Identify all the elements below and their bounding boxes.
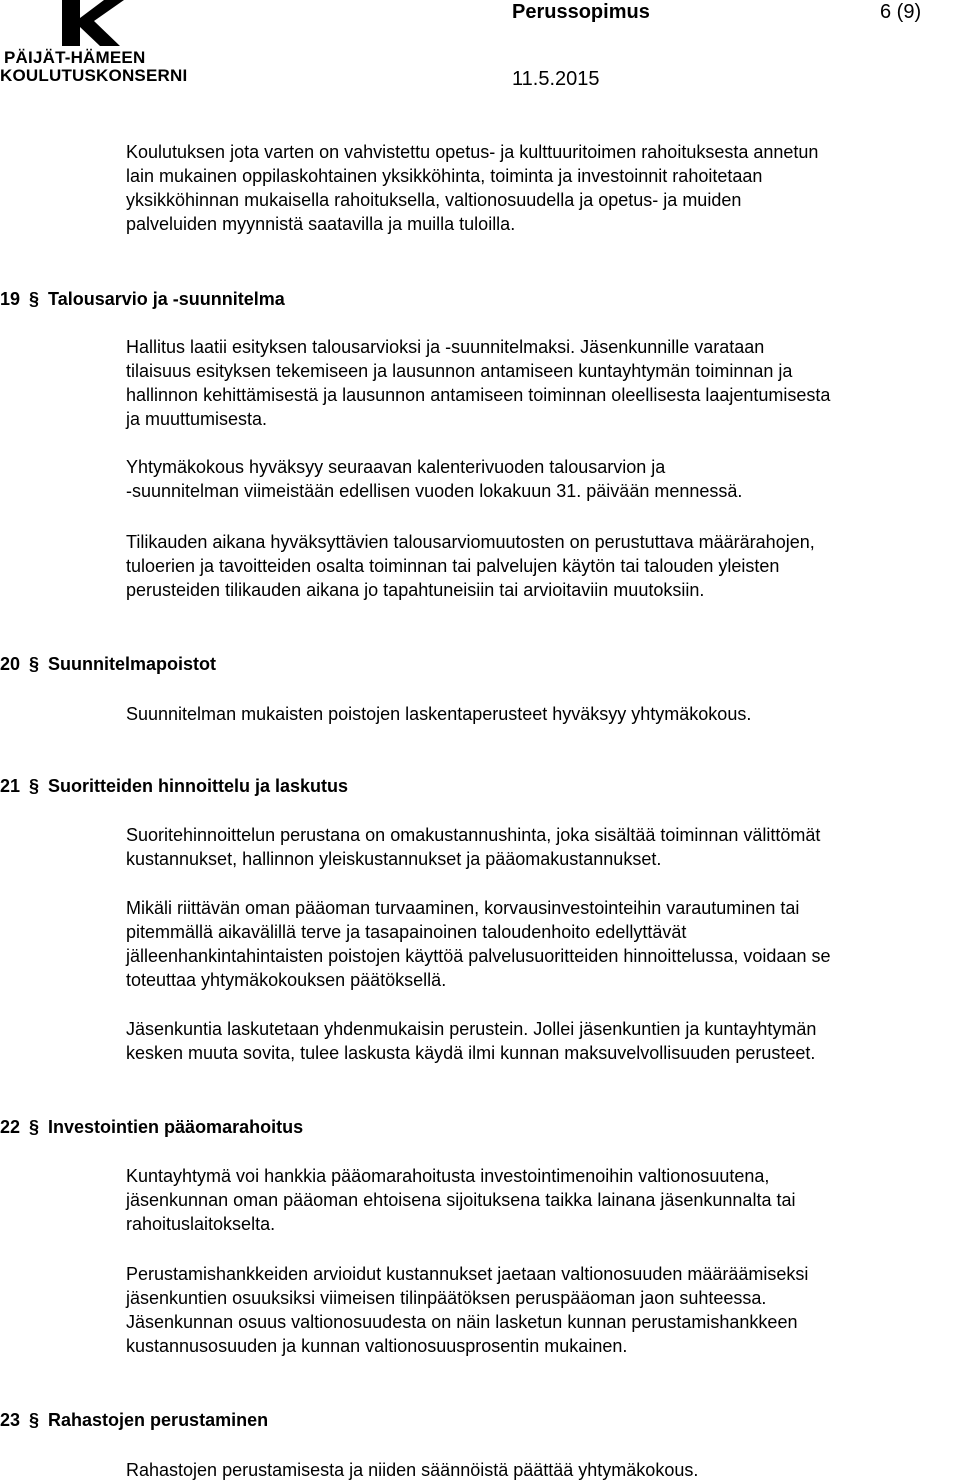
text-line: jälleenhankintahintaisten poistojen käyttöä palvelusuoritteiden hinnoittelussa, voidaan se (126, 946, 831, 966)
text-line: jäsenkuntien osuuksiksi viimeisen tilinpäätöksen peruspääoman jaon suhteessa. (126, 1288, 767, 1308)
text-line: Suunnitelman mukaisten poistojen laskentaperusteet hyväksyy yhtymäkokous. (126, 704, 752, 724)
paragraph (126, 335, 960, 431)
document-date: 11.5.2015 (512, 68, 600, 90)
text-line: Suoritehinnoittelun perustana on omakustannushinta, joka sisältää toiminnan välittömät (126, 825, 821, 845)
text-line: -suunnitelman viimeistään edellisen vuoden lokakuun 31. päivään mennessä. (126, 481, 743, 501)
section-number: 20 (0, 654, 21, 674)
paragraph (126, 1262, 960, 1358)
text-line: yksikköhinnan mukaisella rahoituksella, valtionosuudella ja opetus- ja muiden (126, 190, 742, 210)
text-line: hallinnon kehittämisestä ja lausunnon antamiseen toiminnan oleellisesta laajentumisesta (126, 385, 831, 405)
section-heading-21 (0, 774, 348, 798)
text-line: Jäsenkunnan osuus valtionosuudesta on näin lasketun kunnan perustamishankkeen (126, 1312, 798, 1332)
paragraph (126, 823, 960, 871)
section-number: 21 (0, 776, 21, 796)
section-heading-23 (0, 1408, 268, 1432)
text-line: Hallitus laatii esityksen talousarvioksi ja -suunnitelmaksi. Jäsenkunnille varataan (126, 337, 765, 357)
text-line: tuloerien ja tavoitteiden osalta toiminnan tai palvelujen käytön tai talouden yleisten (126, 556, 780, 576)
section-title: Investointien pääomarahoitus (48, 1117, 304, 1137)
section-heading-20 (0, 652, 216, 676)
section-sign: § (29, 1117, 40, 1137)
text-line: ja muuttumisesta. (126, 409, 268, 429)
logo-wordmark-line1: PÄIJÄT-HÄMEEN (4, 48, 146, 67)
text-line: perusteiden tilikauden aikana jo tapahtuneisiin tai arvioitaviin muutoksiin. (126, 580, 705, 600)
section-title: Suunnitelmapoistot (48, 654, 217, 674)
section-sign: § (29, 289, 40, 309)
section-title: Talousarvio ja -suunnitelma (48, 289, 285, 309)
text-line: jäsenkunnan oman pääoman ehtoisena sijoituksena taikka lainana jäsenkunnalta tai (126, 1190, 796, 1210)
section-title: Rahastojen perustaminen (48, 1410, 269, 1430)
section-sign: § (29, 776, 40, 796)
text-line: Tilikauden aikana hyväksyttävien talousarviomuutosten on perustuttava määrärahojen, (126, 532, 815, 552)
paragraph (126, 702, 960, 726)
text-line: kustannukset, hallinnon yleiskustannukset ja pääomakustannukset. (126, 849, 662, 869)
text-line: Kuntayhtymä voi hankkia pääomarahoitusta investointimenoihin valtionosuutena, (126, 1166, 770, 1186)
text-line: Yhtymäkokous hyväksyy seuraavan kalenterivuoden talousarvion ja (126, 457, 666, 477)
logo-wordmark-line2: KOULUTUSKONSERNI (0, 66, 188, 85)
paragraph (126, 1017, 960, 1065)
text-line: pitemmällä aikavälillä terve ja tasapainoinen taloudenhoito edellyttävät (126, 922, 687, 942)
organization-logo (0, 0, 190, 90)
text-line: lain mukainen oppilaskohtainen yksikköhinta, toiminta ja investoinnit rahoitetaan (126, 166, 763, 186)
intro-paragraph (126, 140, 960, 236)
text-line: Koulutuksen jota varten on vahvistettu opetus- ja kulttuuritoimen rahoituksesta annetun (126, 142, 819, 162)
text-line: rahoituslaitokselta. (126, 1214, 276, 1234)
paragraph (126, 1164, 960, 1236)
section-number: 19 (0, 289, 21, 309)
section-sign: § (29, 654, 40, 674)
section-sign: § (29, 1410, 40, 1430)
section-number: 23 (0, 1410, 21, 1430)
text-line: palveluiden myynnistä saatavilla ja muilla tuloilla. (126, 214, 516, 234)
section-heading-22 (0, 1115, 303, 1139)
text-line: Mikäli riittävän oman pääoman turvaaminen, korvausinvestointeihin varautuminen tai (126, 898, 800, 918)
paragraph (126, 530, 960, 602)
section-number: 22 (0, 1117, 21, 1137)
paragraph (126, 455, 960, 503)
paragraph (126, 1458, 960, 1482)
logo-k-mark-icon (60, 0, 126, 46)
text-line: Rahastojen perustamisesta ja niiden säännöistä päättää yhtymäkokous. (126, 1460, 699, 1480)
paragraph (126, 896, 960, 992)
text-line: Jäsenkuntia laskutetaan yhdenmukaisin perustein. Jollei jäsenkuntien ja kuntayhtymän (126, 1019, 817, 1039)
text-line: Perustamishankkeiden arvioidut kustannukset jaetaan valtionosuuden määräämiseksi (126, 1264, 809, 1284)
text-line: toteuttaa yhtymäkokouksen päätöksellä. (126, 970, 447, 990)
document-type: Perussopimus (512, 1, 650, 23)
section-title: Suoritteiden hinnoittelu ja laskutus (48, 776, 349, 796)
text-line: kesken muuta sovita, tulee laskusta käydä ilmi kunnan maksuvelvollisuuden perusteet. (126, 1043, 816, 1063)
section-heading-19 (0, 287, 285, 311)
page-number: 6 (9) (880, 1, 922, 23)
text-line: tilaisuus esityksen tekemiseen ja lausunnon antamiseen kuntayhtymän toiminnan ja (126, 361, 793, 381)
text-line: kustannusosuuden ja kunnan valtionosuusprosentin mukainen. (126, 1336, 628, 1356)
